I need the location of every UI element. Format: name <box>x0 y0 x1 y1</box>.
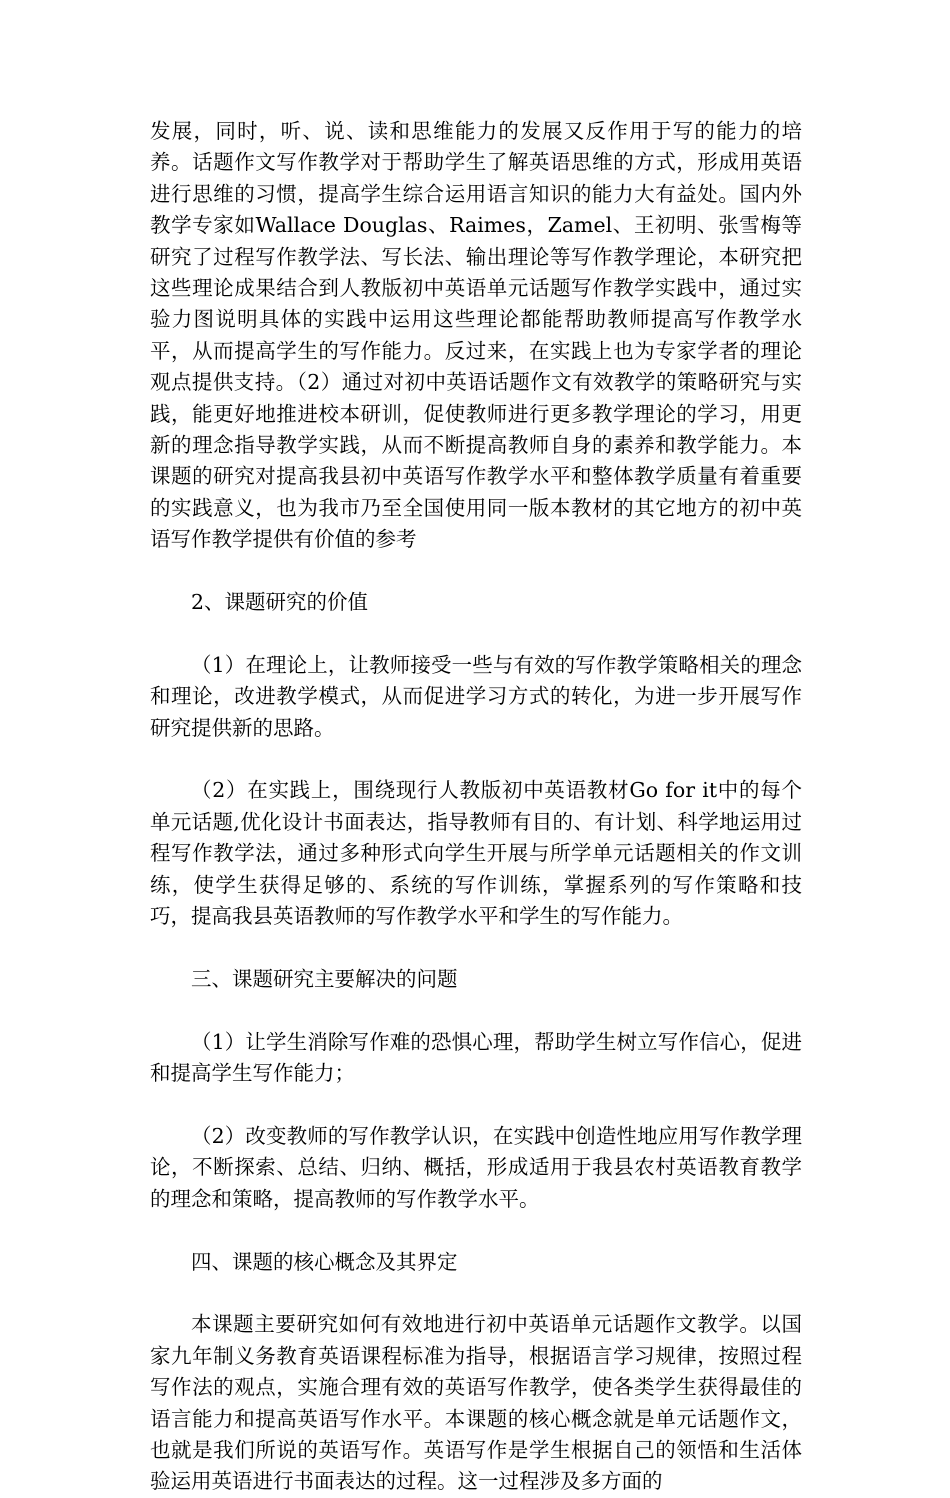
paragraph-value-theory: （1）在理论上，让教师接受一些与有效的写作教学策略相关的理念和理论，改进教学模式，从而促进学习方式的转化，为进一步开展写作研究提供新的思路。 <box>150 652 802 740</box>
heading-research-value: 2、课题研究的价值 <box>191 590 369 615</box>
paragraph-problem-teachers: （2）改变教师的写作教学认识，在实践中创造性地应用写作教学理论，不断探索、总结、归纳、概括，形成适用于我县农村英语教育教学的理念和策略，提高教师的写作教学水平。 <box>150 1123 802 1211</box>
paragraph-problem-students: （1）让学生消除写作难的恐惧心理，帮助学生树立写作信心，促进和提高学生写作能力； <box>150 1029 802 1086</box>
document-page <box>150 116 802 1498</box>
heading-main-problems: 三、课题研究主要解决的问题 <box>191 966 458 991</box>
paragraph-value-practice: （2）在实践上，围绕现行人教版初中英语教材Go for it中的每个单元话题,优化设计书面表达，指导教师有目的、有计划、科学地运用过程写作教学法，通过多种形式向学生开展与所学单元话题相关的作文训练，使学生获得足够的、系统的写作训练，掌握系列的写作策略和技巧，提高我县英语教师的写作教学水平和学生的写作能力。 <box>150 778 802 929</box>
paragraph-core-concepts: 本课题主要研究如何有效地进行初中英语单元话题作文教学。以国家九年制义务教育英语课程标准为指导，根据语言学习规律，按照过程写作法的观点，实施合理有效的英语写作教学，使各类学生获得最佳的语言能力和提高英语写作水平。本课题的核心概念就是单元话题作文，也就是我们所说的英语写作。英语写作是学生根据自己的领悟和生活体验运用英语进行书面表达的过程。这一过程涉及多方面的 <box>150 1312 802 1494</box>
paragraph-significance-continued: 发展，同时，听、说、读和思维能力的发展又反作用于写的能力的培养。话题作文写作教学对于帮助学生了解英语思维的方式，形成用英语进行思维的习惯，提高学生综合运用语言知识的能力大有益处。国内外教学专家如Wallace Douglas、Raimes，Zamel、王初明、张雪梅等研究了过程写作教学法、写长法、输出理论等写作教学理论，本研究把这些理论成果结合到人教版初中英语单元话题写作教学实践中，通过实验力图说明具体的实践中运用这些理论都能帮助教师提高写作教学水平，从而提高学生的写作能力。反过来，在实践上也为专家学者的理论观点提供支持。（2）通过对初中英语话题作文有效教学的策略研究与实践，能更好地推进校本研训，促使教师进行更多教学理论的学习，用更新的理念指导教学实践，从而不断提高教师自身的素养和教学能力。本课题的研究对提高我县初中英语写作教学水平和整体教学质量有着重要的实践意义，也为我市乃至全国使用同一版本教材的其它地方的初中英语写作教学提供有价值的参考 <box>150 119 802 552</box>
heading-core-concepts: 四、课题的核心概念及其界定 <box>191 1249 458 1274</box>
